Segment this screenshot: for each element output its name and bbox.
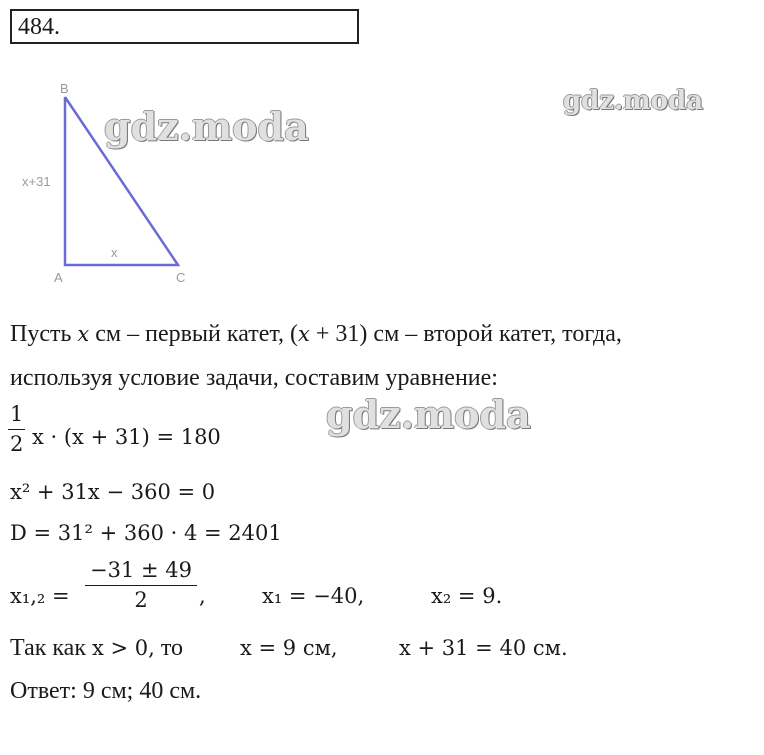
result-x: x = 9 см, [240,636,338,660]
solution-line-2: используя условие задачи, составим уравнение: [10,365,498,391]
fraction-one-half: $\frac{1}{2}$ [10,402,24,456]
side-ac-label: x [111,245,118,260]
vertex-a-label: A [54,270,63,285]
right-triangle-diagram [0,0,764,300]
watermark: gdz.moda [104,104,309,149]
equation-3: D = 31² + 360 · 4 = 2401 [10,521,282,545]
roots-fraction: $\frac{-31 \pm 49}{2}$ [85,557,197,614]
solution-since-line: Так как x > 0, то [10,635,183,661]
vertex-c-label: C [176,270,186,285]
solution-line-1: Пусть x см – первый катет, (x + 31) см – второй катет, тогда, [10,321,622,347]
watermark: gdz.moda [326,392,531,437]
equation-1: x · (x + 31) = 180 [32,425,221,449]
equation-4-lhs: x₁,₂ = [10,584,70,608]
watermark: gdz.moda [563,86,704,116]
equation-4-comma: , [199,584,206,608]
root-x1: x₁ = −40, [262,584,365,608]
answer: Ответ: 9 см; 40 см. [10,678,202,704]
problem-number: 484. [10,9,359,44]
root-x2: x₂ = 9. [431,584,503,608]
vertex-b-label: B [60,81,69,96]
equation-2: x² + 31x − 360 = 0 [10,480,216,504]
result-x-plus-31: x + 31 = 40 см. [399,636,568,660]
side-ab-label: x+31 [22,174,51,189]
